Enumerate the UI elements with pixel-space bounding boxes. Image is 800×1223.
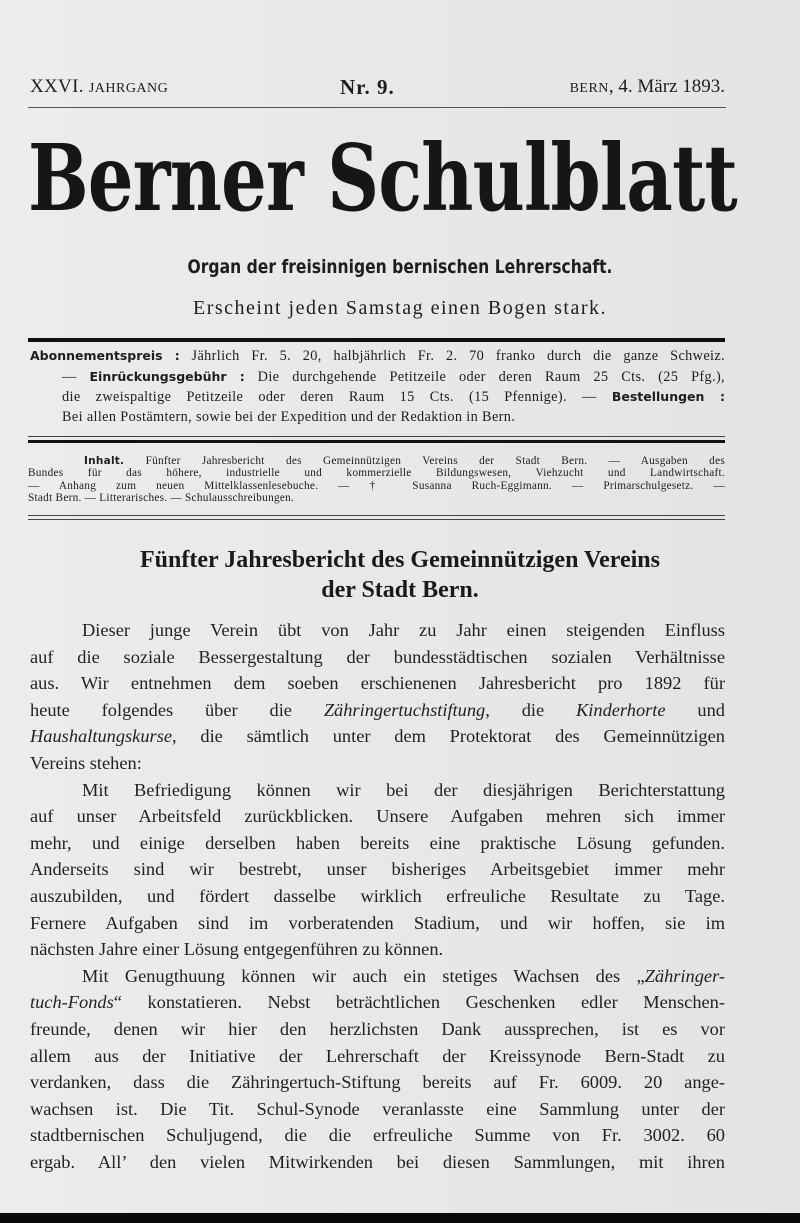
masthead-title: Berner Schulblatt xyxy=(28,124,737,232)
divider xyxy=(28,338,725,342)
publication-frequency: Erscheint jeden Samstag einen Bogen stark. xyxy=(192,297,607,319)
issue-header xyxy=(30,76,725,100)
contents-label: Inhalt. xyxy=(84,455,125,467)
volume-info: XXVI. JAHRGANG xyxy=(30,76,169,97)
scan-border xyxy=(0,1213,800,1223)
table-of-contents: Inhalt. Fünfter Jahresbericht des Gemeinnützigen Vereins der Stadt Bern. — Ausgaben des Bundes für das höhere, industrielle und kommerzielle Bildungswesen, Viehzucht und Landwirtschaft. — Anhang zum neuen Mittelklassenlesebuche. — † Susanna Ruch-Eggimann. — Primarschulgesetz. — Stadt Bern. — Litterarisches. — Schulausschreibungen. xyxy=(28,455,725,505)
subscription-info: Abonnementspreis : Jährlich Fr. 5. 20, halbjährlich Fr. 2. 70 franko durch die ganze Schweiz. — Einrückungsgebühr : Die durchgehende Petitzeile oder deren Raum 25 Cts. (25 Pfg.), die zweispaltige Petitzeile oder deren Raum 15 Cts. (15 Pfennige). — Bestellungen : Bei allen Postämtern, sowie bei der Expedition und der Redaktion in Bern. xyxy=(30,348,725,425)
issue-number: Nr. 9. xyxy=(340,75,395,99)
paragraph-line: Dieser junge Verein übt von Jahr zu Jahr einen steigenden Einfluss xyxy=(82,620,725,640)
article-body: Dieser junge Verein übt von Jahr zu Jahr einen steigenden Einfluss auf die soziale Bessergestaltung der bundesstädtischen sozialen Verhältnisse aus. Wir entnehmen dem soeben erschienenen Jahresbericht pro 1892 für heute folgendes über die Zähringertuchstiftung, die Kinderhorte und Haushaltungskurse, die sämtlich unter dem Protektorat des Gemeinnützigen Vereins stehen: Mit Befriedigung können wir bei der diesjährigen Berichterstattung auf unser Arbeitsfeld zurückblicken. Unsere Aufgaben mehren sich immer mehr, und einige derselben haben bereits eine praktische Lösung gefunden. Anderseits sind wir bestrebt, unser bisheriges Arbeitsgebiet immer mehr auszubilden, und fördert dasselbe wirklich erfreuliche Resultate zu Tage. Fernere Aufgaben sind im vorberatenden Stadium, und wir hoffen, sie im nächsten Jahre einer Lösung entgegenführen zu können. Mit Genugthuung können wir auch ein stetiges Wachsen des „Zähringer- tuch-Fonds“ konstatieren. Nebst beträchtlichen Geschenken edler Menschen- freunde, denen wir hier den herzlichsten Dank aussprechen, ist es vor allem aus der Initiative der Lehrerschaft der Kreissynode Bern-Stadt zu verdanken, dass die Zähringertuch-Stiftung bereits auf Fr. 6009. 20 ange- wachsen ist. Die Tit. Schul-Synode veranlasste eine Sammlung unter der stadtbernischen Schuljugend, die die erfreuliche Summe von Fr. 3002. 60 ergab. All’ den vielen Mitwirkenden bei diesen Sammlungen, mit ihren xyxy=(30,617,725,1175)
divider xyxy=(28,440,725,443)
divider xyxy=(28,519,725,520)
divider xyxy=(28,107,726,108)
subscription-label: Abonnementspreis : xyxy=(30,348,180,363)
orders-label: Bestellungen : xyxy=(611,389,725,404)
divider xyxy=(28,436,725,437)
insertion-fee-label: Einrückungsgebühr : xyxy=(89,368,245,384)
issue-date: BERN, 4. März 1893. xyxy=(569,76,725,97)
article-title-line-1: Fünfter Jahresbericht des Gemeinnützigen Vereins xyxy=(140,547,660,573)
article-title-line-2: der Stadt Bern. xyxy=(321,577,479,603)
divider xyxy=(28,515,725,516)
masthead-subtitle: Organ der freisinnigen bernischen Lehrerschaft. xyxy=(187,256,613,278)
